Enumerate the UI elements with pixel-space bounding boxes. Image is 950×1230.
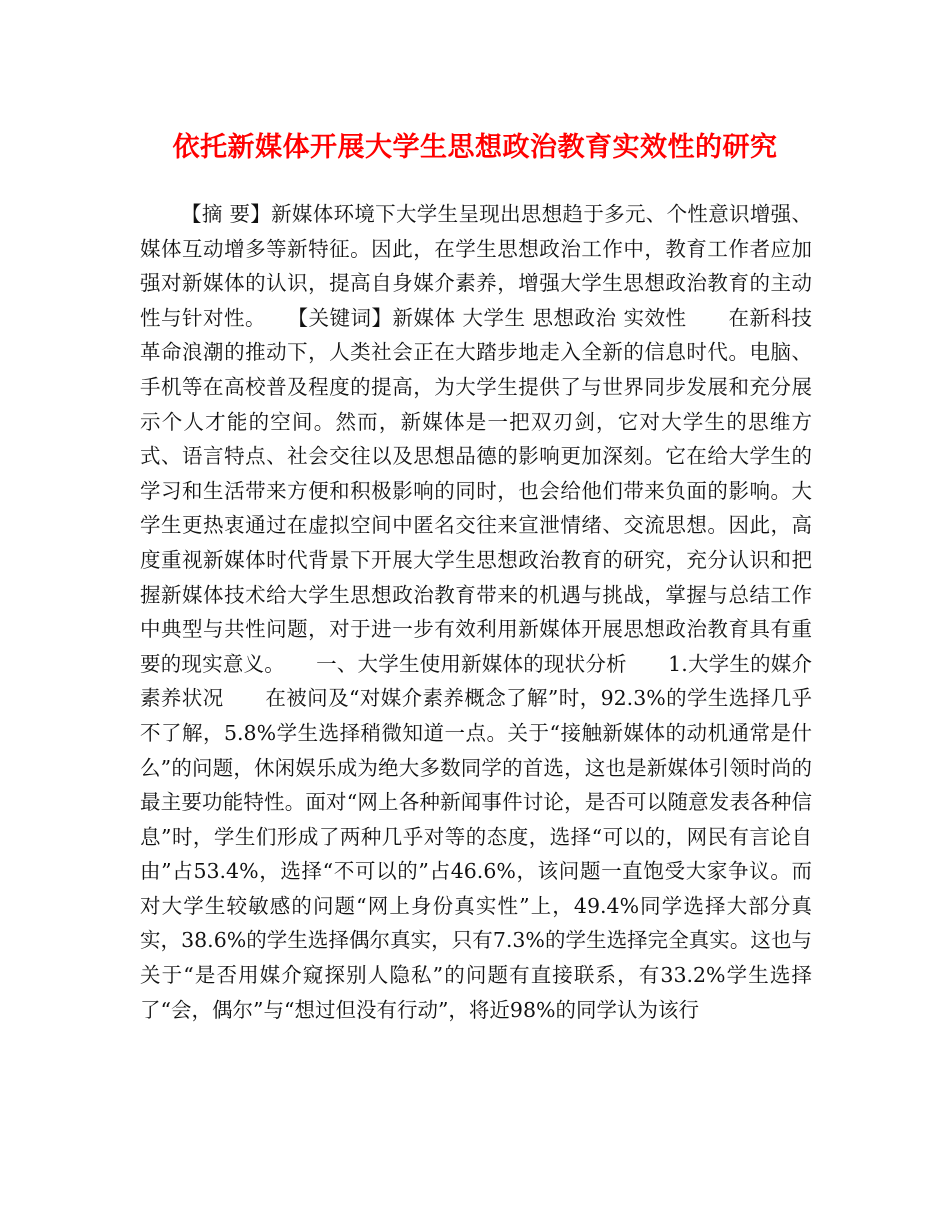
document-title: 依托新媒体开展大学生思想政治教育实效性的研究	[172, 132, 778, 163]
document-body: 【摘 要】新媒体环境下大学生呈现出思想趋于多元、个性意识增强、媒体互动增多等新特征。因此，在学生思想政治工作中，教育工作者应加强对新媒体的认识，提高自身媒介素养，增强大学生思想政治教育的主动性与针对性。 【关键词】新媒体 大学生 思想政治 实效性 在新科技革命浪潮的推动下，人类社会正在大踏步地走入全新的信息时代。电脑、手机等在高校普及程度的提高，为大学生提供了与世界同步发展和充分展示个人才能的空间。然而，新媒体是一把双刃剑，它对大学生的思维方式、语言特点、社会交往以及思想品德的影响更加深刻。它在给大学生的学习和生活带来方便和积极影响的同时，也会给他们带来负面的影响。大学生更热衷通过在虚拟空间中匿名交往来宣泄情绪、交流思想。因此，高度重视新媒体时代背景下开展大学生思想政治教育的研究，充分认识和把握新媒体技术给大学生思想政治教育带来的机遇与挑战，掌握与总结工作中典型与共性问题，对于进一步有效利用新媒体开展思想政治教育具有重要的现实意义。 一、大学生使用新媒体的现状分析 1.大学生的媒介素养状况 在被问及“对媒介素养概念了解”时，92.3%的学生选择几乎不了解，5.8%学生选择稍微知道一点。关于“接触新媒体的动机通常是什么”的问题，休闲娱乐成为绝大多数同学的首选，这也是新媒体引领时尚的最主要功能特性。面对“网上各种新闻事件讨论，是否可以随意发表各种信息”时，学生们形成了两种几乎对等的态度，选择“可以的，网民有言论自由”占53.4%，选择“不可以的”占46.6%，该问题一直饱受大家争议。而对大学生较敏感的问题“网上身份真实性”上，49.4%同学选择大部分真实，38.6%的学生选择偶尔真实，只有7.3%的学生选择完全真实。这也与关于“是否用媒介窥探别人隐私”的问题有直接联系，有33.2%学生选择了“会，偶尔”与“想过但没有行动”，将近98%的同学认为该行	[140, 202, 812, 1022]
